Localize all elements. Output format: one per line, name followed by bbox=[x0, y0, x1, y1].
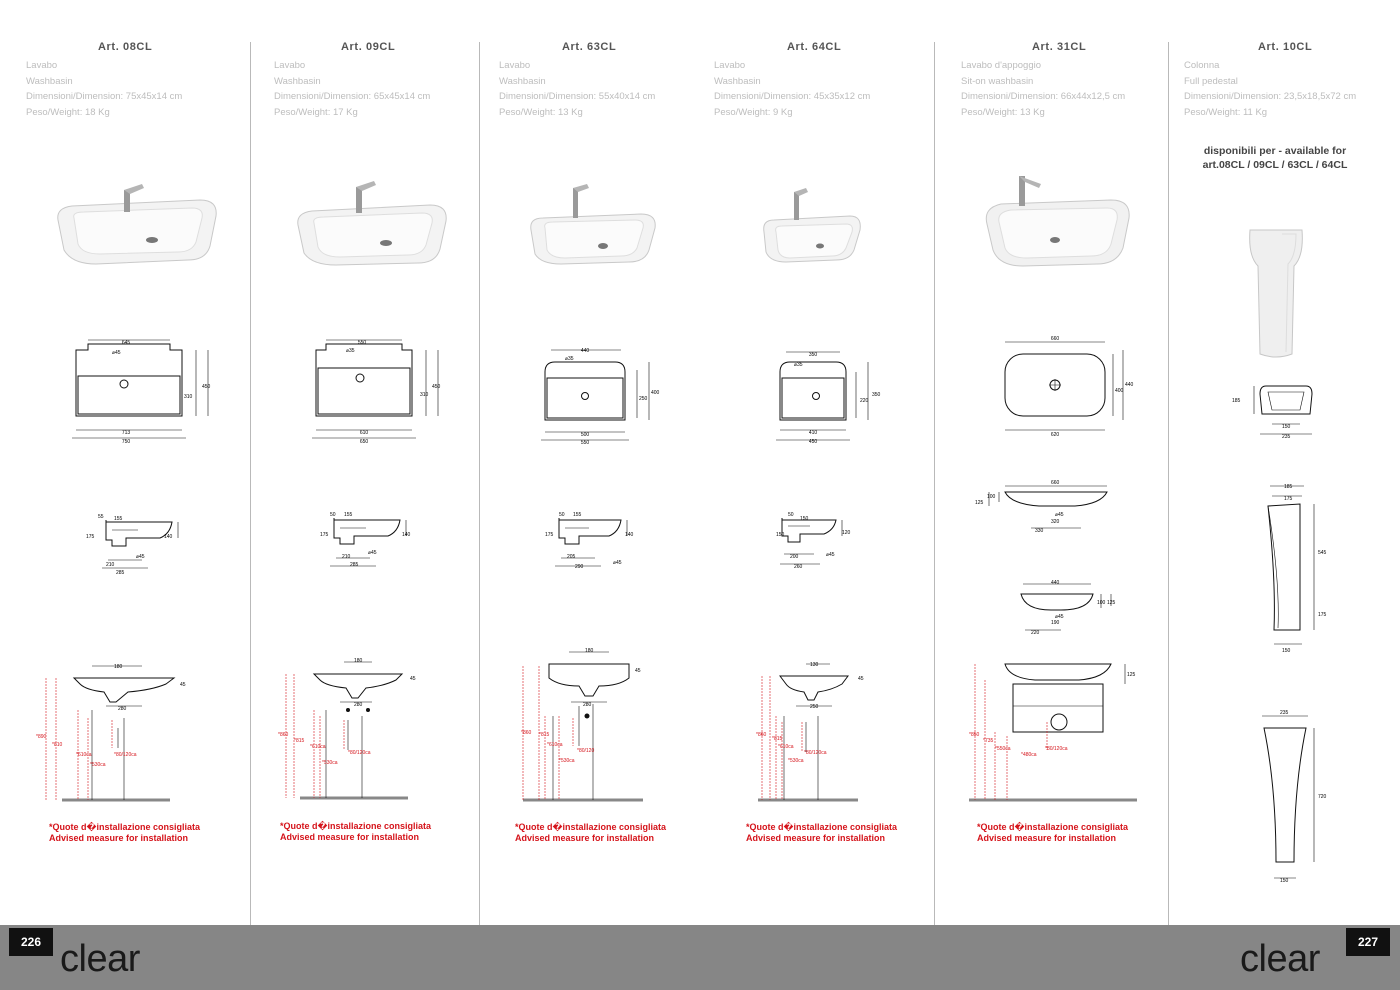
article-code: Art. 63CL bbox=[562, 41, 617, 53]
dim-d: 120 bbox=[842, 530, 851, 536]
dim-b: 125 bbox=[975, 500, 984, 506]
dim-inner-width: 500 bbox=[580, 432, 590, 438]
dim-f: 330 bbox=[1035, 528, 1044, 534]
dim-a: 660 bbox=[1051, 480, 1060, 486]
dim-h2: *815 bbox=[539, 732, 550, 738]
spec-type-it: Lavabo d'appoggio bbox=[961, 60, 1041, 71]
dim-g: ⌀45 bbox=[613, 560, 622, 566]
dim-mid: 250 bbox=[810, 704, 819, 710]
spec-block bbox=[26, 58, 182, 120]
dim-inner-height: 400 bbox=[1115, 388, 1124, 394]
dim-c: 150 bbox=[776, 532, 785, 538]
spec-dimension: Dimensioni/Dimension: 75x45x14 cm bbox=[26, 91, 183, 102]
dim-d: 140 bbox=[164, 534, 173, 540]
column-divider bbox=[479, 42, 480, 925]
note-it: *Quote d�installazione consigliata bbox=[515, 822, 667, 832]
section-drawing bbox=[539, 506, 669, 576]
dim-a: 50 bbox=[788, 512, 794, 518]
spec-type-en: Washbasin bbox=[26, 75, 73, 87]
spec-type-en: Washbasin bbox=[499, 75, 546, 87]
product-column-08cl bbox=[26, 0, 248, 925]
spec-block bbox=[961, 58, 1125, 120]
plan-drawing bbox=[756, 344, 906, 450]
spec-type-en: Sit-on washbasin bbox=[961, 75, 1034, 87]
dim-h2: *815 bbox=[772, 736, 783, 742]
dim-h1: *860 bbox=[521, 730, 532, 736]
top-view-drawing bbox=[1228, 378, 1338, 442]
spec-type-it: Colonna bbox=[1184, 60, 1220, 71]
dim-top: 180 bbox=[354, 658, 363, 664]
dim-f: 220 bbox=[1031, 630, 1040, 636]
dim-inner-width: 610 bbox=[359, 430, 369, 436]
dim-top: 550 bbox=[357, 340, 367, 346]
dim-outer-height: 440 bbox=[1125, 382, 1134, 388]
dim-c: 100 bbox=[987, 494, 996, 500]
dim-top: 180 bbox=[114, 664, 123, 670]
note-it: *Quote d�installazione consigliata bbox=[746, 822, 898, 832]
install-note bbox=[280, 821, 431, 843]
dim-a: 50 bbox=[559, 512, 565, 518]
dim-f: 285 bbox=[116, 570, 125, 576]
spec-weight: Peso/Weight: 17 Kg bbox=[274, 106, 358, 118]
dim-hole: ⌀35 bbox=[565, 356, 574, 362]
page-number-right: 227 bbox=[1346, 928, 1390, 956]
spec-weight: Peso/Weight: 13 Kg bbox=[499, 106, 583, 118]
dim-top: 440 bbox=[580, 348, 590, 354]
install-note bbox=[49, 822, 200, 844]
dim-inner-height: 250 bbox=[639, 396, 648, 402]
dim-mid: 280 bbox=[354, 702, 363, 708]
installation-drawing bbox=[509, 646, 699, 806]
availability-line-1: disponibili per - available for bbox=[1203, 145, 1347, 157]
dim-h4: *530ca bbox=[788, 758, 804, 764]
section-drawing bbox=[82, 508, 212, 578]
spec-weight: Peso/Weight: 13 Kg bbox=[961, 106, 1045, 118]
dim-h5: *80/120ca bbox=[1045, 746, 1068, 752]
dim-c: 175 bbox=[320, 532, 329, 538]
availability-note bbox=[1180, 144, 1370, 172]
dim-outer-height: 350 bbox=[872, 392, 881, 398]
dim-c: 545 bbox=[1318, 550, 1327, 556]
dim-a: 185 bbox=[1232, 398, 1241, 404]
dim-h2: *810 bbox=[52, 742, 63, 748]
product-column-31cl bbox=[961, 0, 1166, 925]
dim-b: 150 bbox=[800, 516, 809, 522]
spec-dimension: Dimensioni/Dimension: 65x45x14 cm bbox=[274, 91, 431, 102]
spec-block bbox=[714, 58, 870, 120]
spec-dimension: Dimensioni/Dimension: 55x40x14 cm bbox=[499, 91, 656, 102]
dim-inner-height: 310 bbox=[420, 392, 429, 398]
product-photo bbox=[525, 178, 665, 268]
dim-d: 175 bbox=[1318, 612, 1327, 618]
dim-h5: *80/120ca bbox=[804, 750, 827, 756]
plan-drawing bbox=[525, 340, 695, 450]
dim-hole: ⌀45 bbox=[112, 350, 121, 356]
dim-f: 290 bbox=[575, 564, 584, 570]
page-number-left: 226 bbox=[9, 928, 53, 956]
spec-type-it: Lavabo bbox=[499, 60, 531, 71]
availability-line-2: art.08CL / 09CL / 63CL / 64CL bbox=[1202, 159, 1348, 171]
dim-h1: *860 bbox=[756, 732, 767, 738]
product-photo bbox=[758, 186, 868, 268]
dim-top: 660 bbox=[1050, 336, 1060, 342]
spec-weight: Peso/Weight: 11 Kg bbox=[1184, 106, 1268, 118]
dim-outer-height: 450 bbox=[202, 384, 211, 390]
dim-h3: *550ca bbox=[995, 746, 1011, 752]
dim-top: 180 bbox=[585, 648, 594, 654]
brand-name-right: clear bbox=[1240, 938, 1320, 980]
dim-b: 150 bbox=[1282, 424, 1291, 430]
install-note bbox=[515, 822, 666, 844]
dim-a: 55 bbox=[98, 514, 104, 520]
dim-h4: *480ca bbox=[1021, 752, 1037, 758]
footer-bar bbox=[0, 925, 1400, 990]
column-divider bbox=[250, 42, 251, 925]
dim-outer-width: 550 bbox=[580, 440, 590, 446]
dim-outer-height: 450 bbox=[432, 384, 441, 390]
dim-outer-width: 650 bbox=[359, 439, 369, 445]
plan-drawing bbox=[60, 330, 260, 450]
article-code: Art. 10CL bbox=[1258, 41, 1313, 53]
dim-inner-height: 310 bbox=[184, 394, 193, 400]
dim-side: 45 bbox=[410, 676, 416, 682]
dim-d: 140 bbox=[625, 532, 634, 538]
dim-d: 140 bbox=[402, 532, 411, 538]
spec-dimension: Dimensioni/Dimension: 66x44x12,5 cm bbox=[961, 91, 1126, 102]
spec-type-en: Washbasin bbox=[274, 75, 321, 87]
dim-b: 720 bbox=[1318, 794, 1327, 800]
dim-inner-width: 410 bbox=[808, 430, 818, 436]
dim-top: 130 bbox=[810, 662, 819, 668]
brand-name-left: clear bbox=[60, 938, 140, 980]
dim-h1: *890 bbox=[36, 734, 47, 740]
article-code: Art. 08CL bbox=[98, 41, 153, 53]
dim-hole: ⌀35 bbox=[346, 348, 355, 354]
install-note bbox=[977, 822, 1128, 844]
dim-b: 155 bbox=[344, 512, 353, 518]
spec-weight: Peso/Weight: 18 Kg bbox=[26, 106, 110, 118]
column-divider bbox=[934, 42, 935, 925]
dim-g: ⌀45 bbox=[368, 550, 377, 556]
section-drawing-2 bbox=[1011, 578, 1141, 638]
installation-drawing bbox=[965, 660, 1155, 806]
dim-inner-width: 620 bbox=[1050, 432, 1060, 438]
spec-block bbox=[499, 58, 655, 120]
product-column-09cl bbox=[274, 0, 478, 925]
dim-top: 645 bbox=[121, 340, 131, 346]
pedestal-photo bbox=[1246, 226, 1306, 366]
dim-e: 190 bbox=[1051, 620, 1060, 626]
spec-dimension: Dimensioni/Dimension: 45x35x12 cm bbox=[714, 91, 871, 102]
section-drawing-1 bbox=[971, 476, 1131, 536]
note-en: Advised measure for installation bbox=[49, 833, 189, 843]
plan-drawing bbox=[300, 330, 490, 450]
dim-inner-width: 713 bbox=[121, 430, 131, 436]
dim-outer-width: 450 bbox=[808, 439, 818, 445]
installation-drawing bbox=[276, 650, 466, 800]
install-note bbox=[746, 822, 897, 844]
product-column-63cl bbox=[499, 0, 709, 925]
dim-h3: *610ca bbox=[310, 744, 326, 750]
dim-f: 285 bbox=[350, 562, 359, 568]
dim-h4: *530ca bbox=[322, 760, 338, 766]
dim-h3: *610ca bbox=[547, 742, 563, 748]
side-view-drawing bbox=[1244, 480, 1354, 656]
note-en: Advised measure for installation bbox=[515, 833, 655, 843]
spec-type-it: Lavabo bbox=[714, 60, 746, 71]
spec-weight: Peso/Weight: 9 Kg bbox=[714, 106, 793, 118]
dim-h4: *530ca bbox=[90, 762, 106, 768]
column-divider bbox=[1168, 42, 1169, 925]
dim-e: 320 bbox=[1051, 519, 1060, 525]
dim-h4: *530ca bbox=[559, 758, 575, 764]
spec-type-it: Lavabo bbox=[274, 60, 306, 71]
product-column-64cl bbox=[714, 0, 929, 925]
spec-type-it: Lavabo bbox=[26, 60, 58, 71]
dim-h3: *610ca bbox=[778, 744, 794, 750]
dim-c: 175 bbox=[545, 532, 554, 538]
dim-e: 150 bbox=[1282, 648, 1291, 654]
dim-outer-height: 400 bbox=[651, 390, 660, 396]
front-view-drawing bbox=[1244, 706, 1354, 886]
dim-side: 45 bbox=[635, 668, 641, 674]
dim-h2: *735 bbox=[983, 738, 994, 744]
dim-e: 205 bbox=[567, 554, 576, 560]
spec-dimension: Dimensioni/Dimension: 23,5x18,5x72 cm bbox=[1184, 91, 1357, 102]
dim-c: 150 bbox=[1280, 878, 1289, 884]
dim-f: 260 bbox=[794, 564, 803, 570]
dim-h2: *815 bbox=[294, 738, 305, 744]
dim-a: 440 bbox=[1051, 580, 1060, 586]
dim-b: 175 bbox=[1284, 496, 1293, 502]
dim-b: 155 bbox=[573, 512, 582, 518]
dim-outer-width: 750 bbox=[121, 439, 131, 445]
dim-h5: *80/120 bbox=[577, 748, 595, 754]
dim-a: 235 bbox=[1280, 710, 1289, 716]
dim-b: 155 bbox=[114, 516, 123, 522]
dim-a: 185 bbox=[1284, 484, 1293, 490]
product-photo bbox=[290, 165, 460, 271]
dim-mid: 280 bbox=[583, 702, 592, 708]
dim-g: ⌀45 bbox=[136, 554, 145, 560]
dim-e: 210 bbox=[342, 554, 351, 560]
dim-h5: *80/120ca bbox=[114, 752, 137, 758]
dim-e: 210 bbox=[106, 562, 115, 568]
dim-a: 50 bbox=[330, 512, 336, 518]
note-it: *Quote d�installazione consigliata bbox=[49, 822, 201, 832]
note-it: *Quote d�installazione consigliata bbox=[977, 822, 1129, 832]
article-code: Art. 64CL bbox=[787, 41, 842, 53]
product-column-10cl bbox=[1184, 0, 1374, 925]
dim-top: 350 bbox=[808, 352, 818, 358]
product-photo bbox=[981, 160, 1151, 272]
dim-hole: ⌀35 bbox=[794, 362, 803, 368]
note-en: Advised measure for installation bbox=[280, 832, 420, 842]
spec-type-en: Full pedestal bbox=[1184, 75, 1238, 87]
dim-h3: *610ca bbox=[76, 752, 92, 758]
dim-h1: *860 bbox=[278, 732, 289, 738]
dim-g: ⌀45 bbox=[826, 552, 835, 558]
dim-e: 200 bbox=[790, 554, 799, 560]
dim-b: 100 bbox=[1097, 600, 1106, 606]
plan-drawing bbox=[987, 330, 1157, 442]
dim-c: 235 bbox=[1282, 434, 1291, 440]
dim-d: ⌀45 bbox=[1055, 614, 1064, 620]
article-code: Art. 31CL bbox=[1032, 41, 1087, 53]
dim-c: 125 bbox=[1107, 600, 1116, 606]
installation-drawing bbox=[34, 658, 234, 808]
dim-h5: *80/120ca bbox=[348, 750, 371, 756]
dim-c: 175 bbox=[86, 534, 95, 540]
article-code: Art. 09CL bbox=[341, 41, 396, 53]
note-en: Advised measure for installation bbox=[746, 833, 886, 843]
dim-inner-height: 220 bbox=[860, 398, 869, 404]
dim-side: 125 bbox=[1127, 672, 1136, 678]
spec-block bbox=[1184, 58, 1356, 120]
dim-mid: 280 bbox=[118, 706, 127, 712]
spec-block bbox=[274, 58, 430, 120]
dim-d: ⌀45 bbox=[1055, 512, 1064, 518]
dim-side: 45 bbox=[180, 682, 186, 688]
section-drawing bbox=[310, 506, 440, 576]
dim-h1: *850 bbox=[969, 732, 980, 738]
note-it: *Quote d�installazione consigliata bbox=[280, 821, 432, 831]
installation-drawing bbox=[754, 656, 884, 806]
section-drawing bbox=[766, 506, 886, 576]
dim-side: 45 bbox=[858, 676, 864, 682]
product-photo bbox=[50, 160, 230, 270]
spec-type-en: Washbasin bbox=[714, 75, 761, 87]
note-en: Advised measure for installation bbox=[977, 833, 1117, 843]
